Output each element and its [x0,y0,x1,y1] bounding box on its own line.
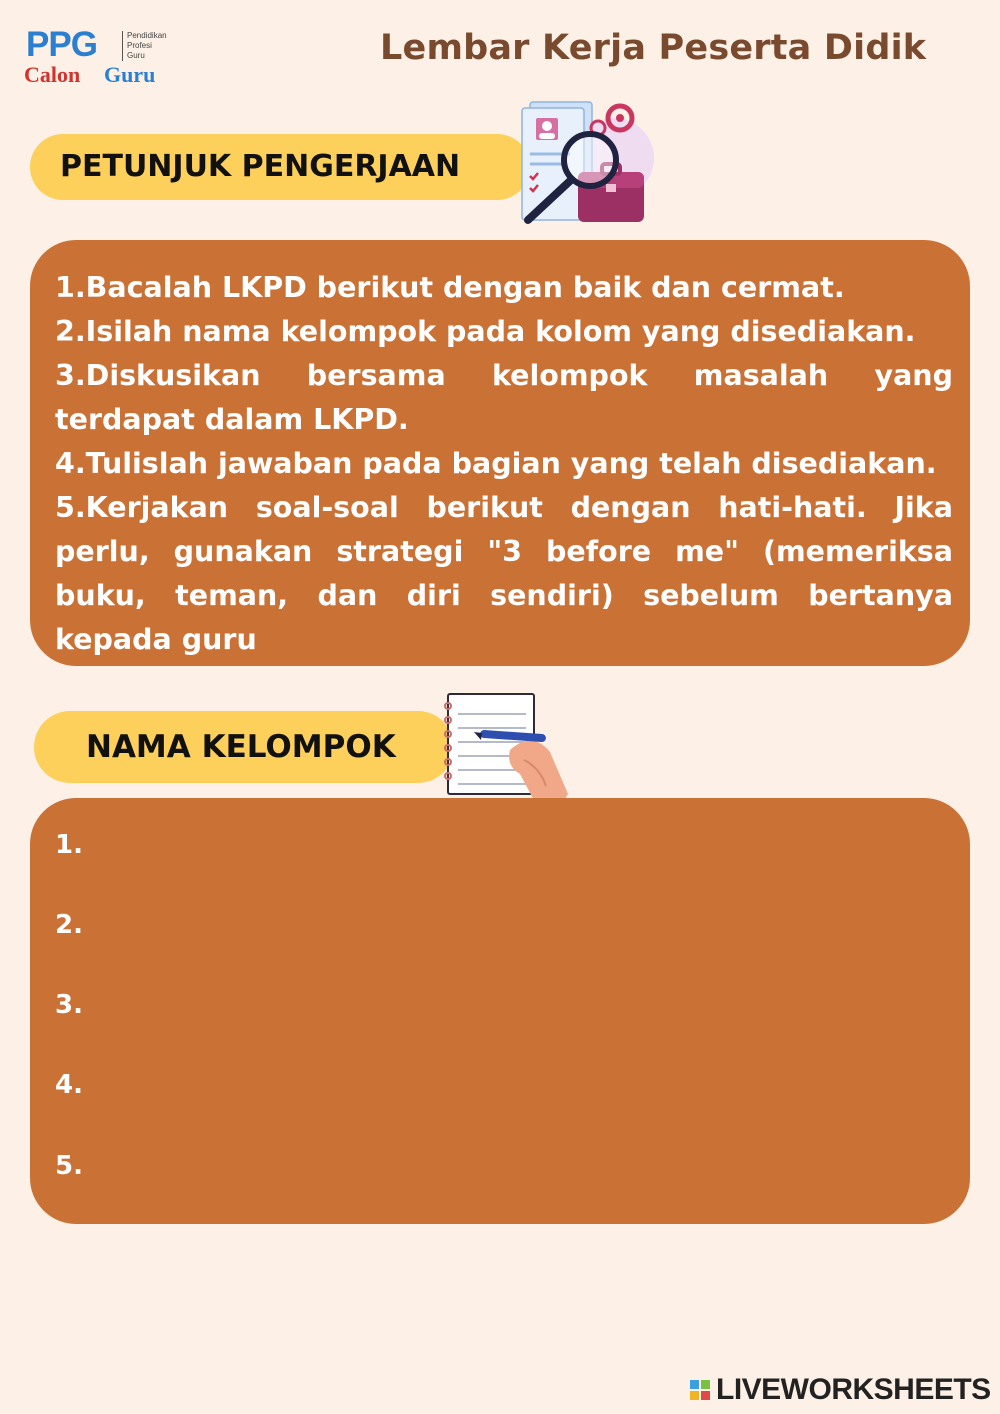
instructions-list [55,266,953,662]
instructions-heading: PETUNJUK PENGERJAAN [30,134,530,200]
instruction-item: 1.Bacalah LKPD berikut dengan baik dan cermat. [55,271,845,304]
group-members-panel [30,798,970,1224]
member-line: 2. [55,910,83,940]
logo-sub-line: Guru [127,51,145,60]
page-title: Lembar Kerja Peserta Didik [380,28,927,68]
liveworksheets-brand: LIVEWORKSHEETS [716,1373,991,1406]
instruction-item: 3.Diskusikan bersama kelompok masalah yang terdapat dalam LKPD. [55,359,953,436]
logo-calon-text: Calon [24,62,81,87]
gear-center [616,114,624,122]
document-search-illustration [518,98,658,230]
profile-head-icon [542,121,552,131]
notebook-writing-illustration [440,690,570,814]
instruction-item: 4.Tulislah jawaban pada bagian yang telah disediakan. [55,447,937,480]
profile-body-icon [539,133,555,139]
member-line: 4. [55,1070,83,1100]
member-line: 3. [55,990,83,1020]
logo-sub-line: Pendidikan [127,31,167,40]
logo-subtitle [122,31,167,61]
logo-ppg-text: PPG [26,25,97,64]
logo-guru-text: Guru [104,62,156,87]
member-line: 5. [55,1151,83,1181]
liveworksheets-icon [690,1380,710,1400]
ppg-calon-guru-logo [24,26,184,88]
instruction-item: 5.Kerjakan soal-soal berikut dengan hati-hati. Jika perlu, gunakan strategi "3 before me" (memeriksa buku, teman, dan diri sendiri) sebelum bertanya kepada guru [55,491,953,656]
briefcase-clasp [606,184,616,192]
group-heading: NAMA KELOMPOK [34,711,454,783]
logo-sub-line: Profesi [127,41,152,50]
liveworksheets-watermark [690,1374,991,1406]
member-line: 1. [55,830,83,860]
instruction-item: 2.Isilah nama kelompok pada kolom yang disediakan. [55,315,916,348]
